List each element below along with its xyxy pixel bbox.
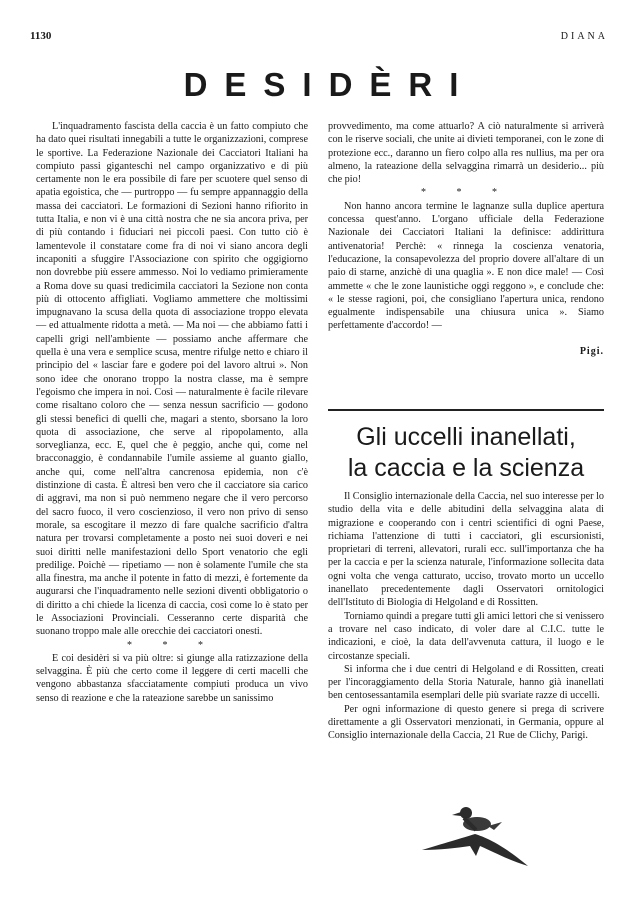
author-signature: Pigi.: [579, 345, 604, 357]
section-paragraph-1: Il Consiglio internazionale della Caccia, nel suo interesse per lo studio della vita e delle abitudini della selvaggina alata di migrazione e cooperando con i centri scientifici di ogni Paese, richiama l'attenzione di tutti i cacciatori, gli escursionisti, proprietari di terreni, allevatori, rurali ecc. sull'importanza che ha per la caccia e per la scienza naturale, l'informazione sollecita data ogni volta che venga catturato, ucciso, trovato morto un uccello inanellato precedentemente dagli Osservatori ornitologici dell'Istituto di Biologia di Helgoland e di Rossitten.: [328, 491, 604, 609]
left-column: [36, 120, 308, 705]
right-paragraph-2: Non hanno ancora termine le lagnanze sulla duplice apertura concessa quest'anno. L'organo ufficiale della Federazione Nazionale dei Cacciatori Italiani la definisce: addirittura antivenatoria! Perchè: « rinnega la coscienza venatoria, l'educazione, la consapevolezza del proprio dovere all'altare di un paio di starne, anzichè di una quaglia ». E non dice male! — Così ammette « che le zone launistiche oggi reggono », e conclude che: « le stesse ragioni, poi, che consigliano l'apertura unica, rendono egualmente indispensabile una chiusura unica ». Siamo perfettamente d'accordo! —: [328, 200, 604, 332]
section-body: [328, 490, 604, 743]
section-title: [320, 422, 612, 484]
right-paragraph-1: provvedimento, ma come attuarlo? A ciò naturalmente si arriverà con le riserve sociali, che unite ai divieti temporanei, con le zone di protezione ecc., daranno un fiero colpo alla res nullius, ma per ora almeno, la rateazione della selvaggina rimarrà un desiderio... più che pio!: [328, 121, 604, 186]
section-title-line-2: la caccia e la scienza: [347, 454, 585, 482]
section-separator: * * *: [127, 639, 217, 651]
journal-name: DIANA: [560, 31, 608, 42]
section-paragraph-2: Torniamo quindi a pregare tutti gli amici lettori che si venissero a trovare nel caso indicato, di voler dare al C.I.C. tutte le indicazioni, e cioè, la data dell'avvenuta cattura, il luogo e le circostanze speciali.: [328, 610, 604, 662]
left-paragraph-1: L'inquadramento fascista della caccia è un fatto compiuto che ha dato quei risultati innegabili a tutte le organizzazioni, comprese le sportive. La Federazione Nazionale dei Cacciatori Italiani ha compiuto passi giganteschi nel campo organizzativo e di più certamente non le era possibile di fare per scuotere quel senso di apatia egoistica, che — purtroppo — fu sempre appannaggio della massa dei cacciatori. Le formazioni di Sezioni hanno rifiorito in tutta Italia, e non vi è una città nostra che ne sia ancora priva, per di più contando i fiduciari nei piccoli paesi. Con tutto ciò è lamentevole il constatare come fra di noi vi siano ancora degli incaponiti a sfuggire l'Associazione con spirito che oggigiorno non dovrebbe più essere ammesso. Noi lo vediamo primieramente a Roma dove su quasi tredicimila cacciatori la Sezione non conta più di ottocento affigliati. Vogliamo ammettere che moltissimi impugnavano la scusa della quota di associazione troppo elevata — ed attualmente ridotta a metà. — Ma noi — che abbiamo fatti i capelli grigi nell'ambiente — possiamo anche affermare che quella è una vera e semplice scusa, mentre rifulge netto e chiaro il principio del « lasciar fare e godere poi del lavoro altrui ». Non sono idee che onorano troppo la nostra classe, ma è sempre l'egoismo che impera in noi. Così — naturalmente è facile rilevare come risaltano coloro che — senza nessun sacrificio — godono gli stessi benefici di quelli che, magari a stento, sborsano la loro quota di associazione, che serve al ripopolamento, alla sorveglianza, ecc. E, quel che è peggio, anche qui, come nel bracconaggio, è condannabile l'umile assieme al guanto giallo, anche qui, come nell'altra cancrenosa epidemia, non c'è distinzione di casta. È altresì ben vero che il cacciatore sia carico di aggravi, ma non si può nemmeno negare che il vero percorso del sacro fuoco, il vero coscienzioso, il vero non privo di senso morale, sa escogitare il mezzo di fare qualche sacrificio d'altra natura per trovarsi completamente a posto nei suoi doveri e nei suoi diritti nelle manifestazioni dello Sport venatorio che egli predilige. Poichè — ripetiamo — non è solamente l'umile che sta alla finestra, ma anche il potente in fatto di mezzi, è fortemente da augurarsi che l'inquadramento nelle sezioni diventi obbligatorio o di diritto a chi chiede la licenza di caccia, così come lo è stato per le Associazioni Provinciali. Cesseranno certe disparità che suonano troppo male alle orecchie dei cacciatori onesti.: [36, 121, 308, 638]
article-title: DESIDÈRI: [183, 66, 476, 103]
right-column: [328, 120, 604, 358]
flying-duck-icon: [420, 800, 530, 872]
section-paragraph-4: Per ogni informazione di questo genere si prega di scrivere direttamente a gli Osservatori menzionati, in Germania, oppure al Consiglio internazionale della Caccia, 21 Rue de Clichy, Parigi.: [328, 703, 604, 742]
left-paragraph-2: E coi desidèri si va più oltre: si giunge alla ratizzazione della selvaggina. È più che certo come il leggere di certi macelli che vengono abbastanza sfacciatamente compiuti produca un vivo senso di reazione e che la rateazione sarebbe un sanissimo: [36, 652, 308, 704]
section-title-line-1: Gli uccelli inanellati,: [356, 423, 576, 451]
section-separator: * * *: [421, 187, 511, 199]
page-number: 1130: [30, 30, 52, 42]
section-paragraph-3: Si informa che i due centri di Helgoland e di Rossitten, creati per l'incoraggiamento della Storia Naturale, hanno già inanellati ben centosessantamila esemplari delle più svariate razze di uccelli.: [328, 663, 604, 702]
section-divider: [328, 409, 604, 411]
